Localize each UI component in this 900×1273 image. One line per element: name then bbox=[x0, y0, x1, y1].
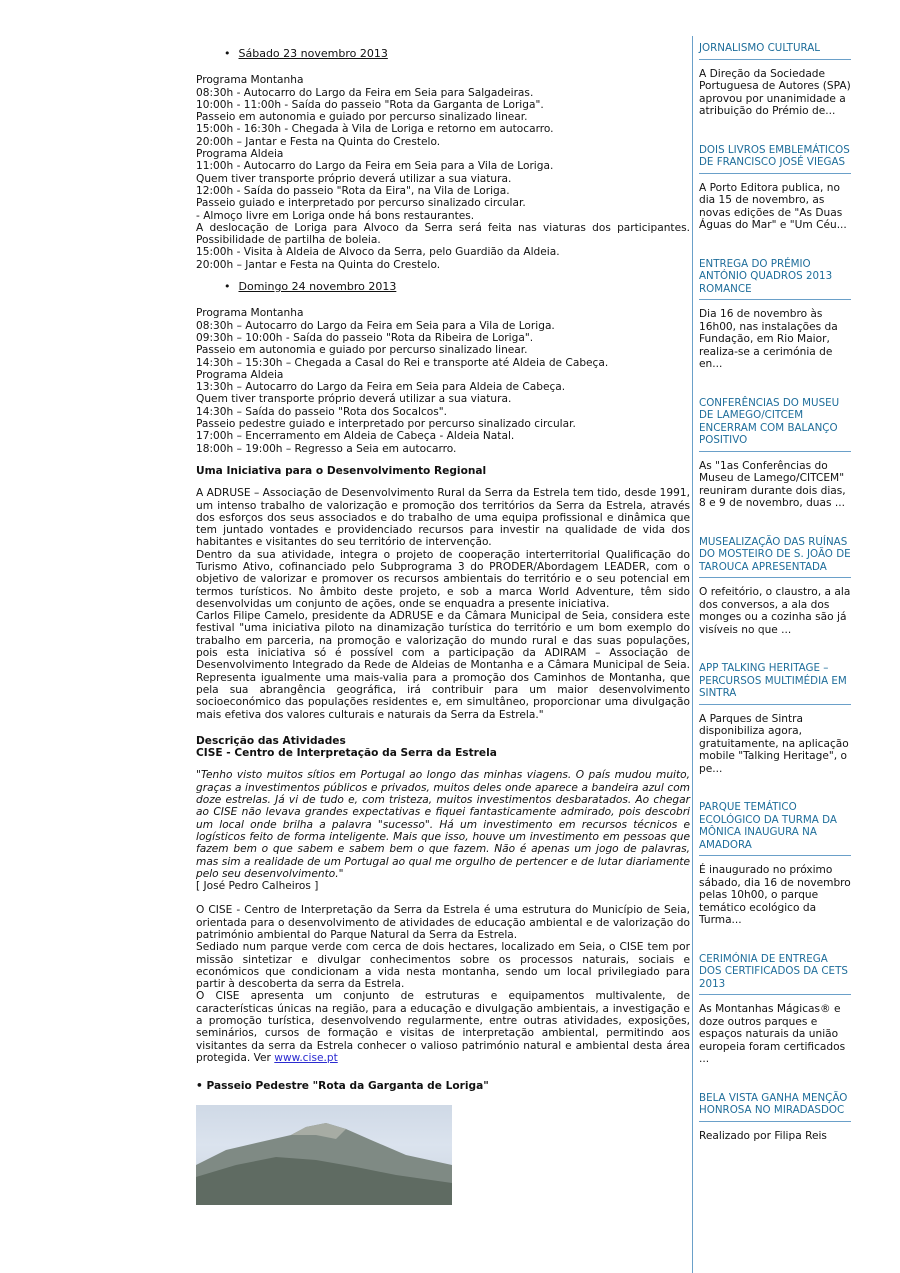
schedule-line: 14:30h – 15:30h – Chegada a Casal do Rei e transporte até Aldeia de Cabeça. bbox=[196, 356, 609, 369]
schedule-line: - Almoço livre em Loriga onde há bons restaurantes. bbox=[196, 209, 475, 222]
sidebar-news-title[interactable]: MUSEALIZAÇÃO DAS RUÍNAS DO MOSTEIRO DE S. JOÃO DE TAROUCA APRESENTADA bbox=[699, 530, 851, 579]
schedule-line: 20:00h – Jantar e Festa na Quinta do Crestelo. bbox=[196, 135, 441, 148]
sidebar-news-title[interactable]: DOIS LIVROS EMBLEMÁTICOS DE FRANCISCO JOSÉ VIEGAS bbox=[699, 138, 851, 174]
schedule-line: 20:00h – Jantar e Festa na Quinta do Crestelo. bbox=[196, 258, 441, 271]
schedule-line: Passeio em autonomia e guiado por percurso sinalizado linear. bbox=[196, 111, 528, 124]
activities-heading: Descrição das Atividades bbox=[196, 734, 346, 747]
schedule-line: 13:30h – Autocarro do Largo da Feira em Seia para Aldeia de Cabeça. bbox=[196, 381, 566, 394]
schedule-sunday bbox=[196, 307, 690, 455]
schedule-line: Quem tiver transporte próprio deverá utilizar a sua viatura. bbox=[196, 393, 512, 406]
schedule-line: 14:30h – Saída do passeio "Rota dos Socalcos". bbox=[196, 405, 448, 418]
schedule-line: 08:30h - Autocarro do Largo da Feira em Seia para Salgadeiras. bbox=[196, 86, 534, 99]
sidebar-news-title[interactable]: APP TALKING HERITAGE – PERCURSOS MULTIMÉDIA EM SINTRA bbox=[699, 656, 851, 705]
sidebar-news-title[interactable]: CONFERÊNCIAS DO MUSEU DE LAMEGO/CITCEM ENCERRAM COM BALANÇO POSITIVO bbox=[699, 391, 851, 452]
cise-paragraph: Sediado num parque verde com cerca de dois hectares, localizado em Seia, o CISE tem por missão sintetizar e divulgar conhecimentos sobre os processos naturais, sociais e económicos que condicionam a vida nesta montanha, sendo um local privilegiado para partir à descoberta da serra da Estrela. bbox=[196, 941, 690, 991]
schedule-line: 12:00h - Saída do passeio "Rota da Eira", na Vila de Loriga. bbox=[196, 184, 510, 197]
initiative-heading: Uma Iniciativa para o Desenvolvimento Regional bbox=[196, 464, 487, 477]
sidebar-news-title[interactable]: ENTREGA DO PRÉMIO ANTÓNIO QUADROS 2013 ROMANCE bbox=[699, 252, 851, 301]
sidebar-news-excerpt: A Direção da Sociedade Portuguesa de Autores (SPA) aprovou por unanimidade a atribuição do Prémio de... bbox=[699, 67, 851, 117]
sidebar-news-excerpt: Realizado por Filipa Reis bbox=[699, 1129, 827, 1142]
cise-paragraph-last bbox=[196, 990, 690, 1064]
loriga-photo bbox=[196, 1105, 452, 1205]
schedule-saturday bbox=[196, 74, 690, 271]
initiative-paragraph: A ADRUSE – Associação de Desenvolvimento Rural da Serra da Estrela tem tido, desde 1991, um intenso trabalho de valorização e promoção dos territórios da Serra da Estrela, através dos esforços dos seus associados e do trabalho de uma equipa profissional e dinâmica que tem juntado vontades e providenciado recursos para investir na qualidade de vida dos habitantes e visitantes do seu território de intervenção. bbox=[196, 487, 690, 549]
schedule-line: Passeio pedestre guiado e interpretado por percurso sinalizado circular. bbox=[196, 418, 576, 431]
initiative-text bbox=[196, 487, 690, 721]
cise-quote: "Tenho visto muitos sítios em Portugal ao longo das minhas viagens. O país mudou muito, graças a investimentos públicos e privados, muitos deles onde aparece a bandeira azul com doze estrelas. Já vi de tudo e, com tristeza, muitos investimentos desbaratados. Ao chegar ao CISE não levava grandes expectativas e fiquei fantasticamente admirado, pois descobri um local onde brilha a palavra "sucesso". Há um investimento em recursos técnicos e logísticos feito de forma inteligente. Mais que isso, houve um investimento em pessoas que fazem bem o que sabem e sabem bem o que fazem. Não é apenas um jogo de palavras, mas sim a realidade de um Portugal ao qual me orgulho de pertencer e de lutar diariamente pelo seu desenvolvimento." bbox=[196, 769, 690, 880]
article-content bbox=[196, 48, 690, 1205]
schedule-line: Passeio em autonomia e guiado por percurso sinalizado linear. bbox=[196, 344, 528, 357]
schedule-line: 08:30h – Autocarro do Largo da Feira em Seia para a Vila de Loriga. bbox=[196, 319, 555, 332]
sidebar-news-item bbox=[699, 138, 851, 232]
news-sidebar bbox=[699, 36, 851, 1273]
schedule-line: Quem tiver transporte próprio deverá utilizar a sua viatura. bbox=[196, 172, 512, 185]
schedule-line: 17:00h – Encerramento em Aldeia de Cabeça - Aldeia Natal. bbox=[196, 430, 515, 443]
sidebar-news-title[interactable]: JORNALISMO CULTURAL bbox=[699, 36, 851, 60]
mountain-image bbox=[196, 1105, 452, 1205]
sidebar-news-excerpt: A Porto Editora publica, no dia 15 de novembro, as novas edições de "As Duas Águas do Mar" e "Um Céu... bbox=[699, 181, 847, 231]
cise-description bbox=[196, 904, 690, 990]
photo-caption: • Passeio Pedestre "Rota da Garganta de Loriga" bbox=[196, 1080, 489, 1093]
cise-paragraph: O CISE - Centro de Interpretação da Serra da Estrela é uma estrutura do Município de Seia, orientada para o desenvolvimento de atividades de educação ambiental e de valorização do património ambiental do Parque Natural da Serra da Estrela. bbox=[196, 904, 690, 941]
cise-heading: CISE - Centro de Interpretação da Serra da Estrela bbox=[196, 747, 497, 760]
schedule-line: 10:00h - 11:00h - Saída do passeio "Rota da Garganta de Loriga". bbox=[196, 98, 544, 111]
schedule-line: Programa Montanha bbox=[196, 307, 304, 320]
sidebar-news-item bbox=[699, 530, 851, 637]
initiative-paragraph: Dentro da sua atividade, integra o projeto de cooperação interterritorial Qualificação do Turismo Ativo, cofinanciado pelo Subprograma 3 do PRODER/Abordagem LEADER, com o objetivo de valorizar e promover os recursos ambientais do território e o seu potencial em termos turísticos. No âmbito deste projeto, e sob a marca World Adventure, têm sido desenvolvidas um conjunto de ações, onde se enquadra a presente iniciativa. bbox=[196, 548, 690, 610]
sidebar-news-item bbox=[699, 252, 851, 371]
sidebar-news-item bbox=[699, 36, 851, 118]
sidebar-news-excerpt: As "1as Conferências do Museu de Lamego/CITCEM" reuniram durante dois dias, 8 e 9 de novembro, duas ... bbox=[699, 459, 846, 509]
sidebar-news-item bbox=[699, 391, 851, 510]
schedule-line: 11:00h - Autocarro do Largo da Feira em Seia para a Vila de Loriga. bbox=[196, 160, 554, 173]
schedule-line: 18:00h – 19:00h – Regresso a Seia em autocarro. bbox=[196, 442, 457, 455]
sidebar-news-excerpt: Dia 16 de novembro às 16h00, nas instalações da Fundação, em Rio Maior, realiza-se a cerimónia de en... bbox=[699, 308, 838, 370]
sidebar-news-excerpt: É inaugurado no próximo sábado, dia 16 de novembro pelas 10h00, o parque temático ecológico da Turma... bbox=[699, 864, 851, 926]
sidebar-news-item bbox=[699, 1086, 851, 1143]
cise-link[interactable]: www.cise.pt bbox=[274, 1051, 338, 1064]
sidebar-news-title[interactable]: CERIMÓNIA DE ENTREGA DOS CERTIFICADOS DA CETS 2013 bbox=[699, 947, 851, 996]
schedule-line: A deslocação de Loriga para Alvoco da Serra será feita nas viaturas dos participantes. Possibilidade de partilha de boleia. bbox=[196, 221, 690, 247]
sidebar-news-title[interactable]: PARQUE TEMÁTICO ECOLÓGICO DA TURMA DA MÔNICA INAUGURA NA AMADORA bbox=[699, 795, 851, 856]
schedule-line: Programa Aldeia bbox=[196, 148, 284, 161]
schedule-line: Programa Aldeia bbox=[196, 368, 284, 381]
schedule-line: 09:30h – 10:00h - Saída do passeio "Rota da Ribeira de Loriga". bbox=[196, 331, 534, 344]
schedule-line: Passeio guiado e interpretado por percurso sinalizado circular. bbox=[196, 197, 526, 210]
schedule-line: 15:00h - Visita à Aldeia de Alvoco da Serra, pelo Guardião da Aldeia. bbox=[196, 246, 560, 259]
sidebar-news-excerpt: As Montanhas Mágicas® e doze outros parques e espaços naturais da união europeia foram certificados ... bbox=[699, 1003, 846, 1065]
schedule-line: 15:00h - 16:30h - Chegada à Vila de Loriga e retorno em autocarro. bbox=[196, 123, 554, 136]
sidebar-news-item bbox=[699, 947, 851, 1066]
column-divider bbox=[692, 36, 693, 1273]
sidebar-news-title[interactable]: BELA VISTA GANHA MENÇÃO HONROSA NO MIRADASDOC bbox=[699, 1086, 851, 1122]
sidebar-news-item bbox=[699, 656, 851, 775]
day-heading-saturday: • Sábado 23 novembro 2013 bbox=[224, 48, 690, 60]
sidebar-news-item bbox=[699, 795, 851, 927]
sidebar-news-excerpt: A Parques de Sintra disponibiliza agora, gratuitamente, na aplicação mobile "Talking Heritage", o pe... bbox=[699, 712, 849, 775]
schedule-line: Programa Montanha bbox=[196, 74, 304, 87]
sidebar-news-excerpt: O refeitório, o claustro, a ala dos conversos, a ala dos monges ou a cozinha são já visíveis no que ... bbox=[699, 586, 851, 636]
quote-author: [ José Pedro Calheiros ] bbox=[196, 880, 319, 893]
initiative-paragraph: Carlos Filipe Camelo, presidente da ADRUSE e da Câmara Municipal de Seia, considera este festival "uma iniciativa piloto na dinamização turística do território e um bom exemplo do trabalho em parceria, na promoção e valorização do mundo rural e das suas populações, pois esta iniciativa só é possível com a participação da ADIRAM – Associação de Desenvolvimento Integrado da Rede de Aldeias de Montanha e a Câmara Municipal de Seia. Representa igualmente uma mais-valia para a promoção dos Caminhos de Montanha, que pela sua abrangência geográfica, irá contribuir para um maior desenvolvimento socioeconómico das populações residentes e, em simultâneo, proporcionar uma divulgação mais efetiva dos valores culturais e naturais da Serra da Estrela." bbox=[196, 610, 690, 721]
day-heading-sunday: • Domingo 24 novembro 2013 bbox=[224, 281, 690, 293]
cise-last-text: O CISE apresenta um conjunto de estruturas e equipamentos multivalente, de características únicas na região, para a educação e divulgação ambientais, a investigação e a promoção turística, desenvolvendo regularmente, entre outras atividades, exposições, seminários, cursos de formação e visitas de interpretação ambiental, permitindo aos visitantes da serra da Estrela conhecer o valioso património natural e ambiental desta área protegida. Ver bbox=[196, 990, 690, 1064]
